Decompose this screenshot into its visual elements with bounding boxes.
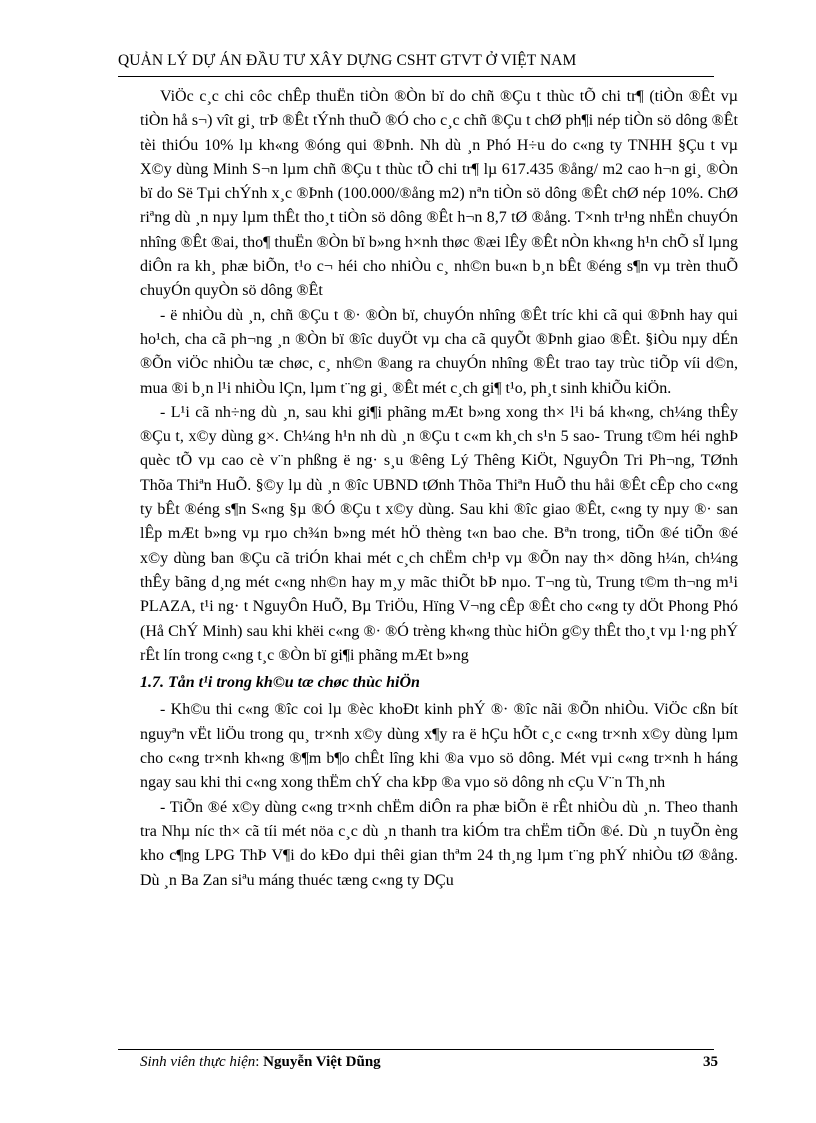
page-body (140, 85, 738, 893)
body-paragraph-1: ViÖc c¸c chi côc chÊp thuËn tiÒn ®Òn bï do chñ ®Çu t thùc tÕ chi tr¶ (tiÒn ®Êt vµ tiÒn hå s¬) vît gi¸ trÞ ®Êt tÝnh thuÕ ®Ó cho c¸c chñ ®Çu t chØ ph¶i nép tiÒn sö dông ®Êt tèi thiÓu 10% lµ kh«ng ®óng qui ®Þnh. Nh dù ¸n Phó H÷u do c«ng ty TNHH §Çu t vµ X©y dùng Minh S¬n lµm chñ ®Çu t thùc tÕ chi tr¶ lµ 617.435 ®ång/ m2 cao h¬n gi¸ ®Òn bï do Së Tµi chÝnh x¸c ®Þnh (100.000/®ång m2) nªn tiÒn sö dông ®Êt chØ nép 10%. ChØ riªng dù ¸n nµy lµm thÊt tho¸t tiÒn sö dông ®Êt h¬n 8,7 tØ ®ång. T×nh tr¹ng nhËn chuyÓn nhîng ®Êt ®ai, tho¶ thuËn ®Òn bï b»ng h×nh thøc ®æi lÊy ®Êt nÒn kh«ng h¹n chÕ sÏ lµng diÔn ra kh¸ phæ biÕn, t¹o c¬ héi cho nhiÒu c¸ nh©n bu«n b¸n bÊt ®éng s¶n vµ trèn thuÕ chuyÓn quyÒn sö dông ®Êt (140, 88, 738, 300)
body-paragraph-4: - Kh©u thi c«ng ®îc coi lµ ®èc khoÐt kinh phÝ ®· ®îc nãi ®Õn nhiÒu. ViÖc cßn bít nguyªn vËt liÖu trong qu¸ tr×nh x©y dùng x¶y ra ë hÇu hÕt c¸c c«ng tr×nh x©y dùng lµm cho c«ng tr×nh kh«ng ®¶m b¶o chÊt lîng khi ®a vµo sö dông. Mét vµi c«ng tr×nh h háng ngay sau khi thi c«ng xong thËm chÝ cha kÞp ®a vµo sö dông nh cÇu V¨n Th¸nh (140, 701, 738, 792)
footer-separator: : (255, 1054, 264, 1070)
running-header: QUẢN LÝ DỰ ÁN ĐẦU TƯ XÂY DỰNG CSHT GTVT Ở VIỆT NAM (118, 52, 577, 69)
footer-divider (118, 1049, 714, 1050)
body-paragraph-3: - L¹i cã nh÷ng dù ¸n, sau khi gi¶i phãng mÆt b»ng xong th× l¹i bá kh«ng, ch¼ng thÊy ®Çu t, x©y dùng g×. Ch¼ng h¹n nh dù ¸n ®Çu t c«m kh¸ch s¹n 5 sao- Trung t©m héi nghÞ quèc tÕ vµ cao cè v¨n phßng ë ng· s¸u ®êng Lý Thêng KiÖt, NguyÔn Tri Ph¬ng, TØnh Thõa Thiªn HuÕ. §©y lµ dù ¸n ®îc UBND tØnh Thõa Thiªn HuÕ thu håi ®Êt cÊp cho c«ng ty bÊt ®éng s¶n S«ng §µ ®Ó ®Çu t x©y dùng. Sau khi ®îc giao ®Êt, c«ng ty nµy ®· san lÊp mÆt b»ng vµ rµo ch¾n b»ng mét hÖ thèng t«n bao che. Bªn trong, tiÕn ®é tiÕn ®é x©y dùng ban ®Çu cã triÓn khai mét c¸ch chËm ch¹p vµ ®Õn nay th× dõng h¼n, ch¼ng thÊy bãng d¸ng mét c«ng nh©n hay m¸y mãc thiÕt bÞ nµo. T¬ng tù, Trung t©m th¬ng m¹i PLAZA, t¹i ng· t NguyÔn HuÕ, Bµ TriÖu, Hïng V¬ng cÊp ®Êt cho c«ng ty dÖt Phong Phó (Hå ChÝ Minh) sau khi khëi c«ng ®· ®Ó trèng kh«ng thùc hiÖn g©y thÊt tho¸t vµ l·ng phÝ rÊt lín trong c«ng t¸c ®Òn bï gi¶i phãng mÆt b»ng (140, 403, 738, 664)
header-divider (118, 76, 714, 77)
body-paragraph-5: - TiÕn ®é x©y dùng c«ng tr×nh chËm diÔn ra phæ biÕn ë rÊt nhiÒu dù ¸n. Theo thanh tra Nhµ níc th× cã tíi mét nöa c¸c dù ¸n thanh tra kiÓm tra chËm tiÕn ®é. Dù ¸n tuyÕn èng kho c¶ng LPG ThÞ V¶i do kÐo dµi thêi gian thªm 24 th¸ng lµm t¨ng phÝ nhiÒu tØ ®ång. Dù ¸n Ba Zan siªu máng thuéc tæng c«ng ty DÇu (140, 798, 738, 889)
footer-student-name: Nguyễn Việt Dũng (263, 1054, 381, 1070)
page-number: 35 (703, 1054, 718, 1070)
footer-role-label: Sinh viên thực hiện (140, 1054, 256, 1070)
section-heading-1-7: 1.7. Tån t¹i trong kh©u tæ chøc thùc hiÖn (140, 674, 420, 692)
body-paragraph-2: - ë nhiÒu dù ¸n, chñ ®Çu t ®· ®Òn bï, chuyÓn nhîng ®Êt tríc khi cã qui ®Þnh hay qui ho¹ch, cha cã ph¬ng ¸n ®Òn bï ®îc duyÖt vµ cha cã quyÕt ®Þnh giao ®Êt. §iÒu nµy dÉn ®Õn viÖc nhiÒu tæ chøc, c¸ nh©n ®ang ra chuyÓn nhîng ®Êt trao tay trùc tiÕp víi d©n, mua ®i b¸n l¹i nhiÒu lÇn, lµm t¨ng gi¸ ®Êt mét c¸ch gi¶ t¹o, ph¸t sinh khiÕu kiÖn. (140, 306, 738, 397)
page-footer (140, 1054, 718, 1071)
